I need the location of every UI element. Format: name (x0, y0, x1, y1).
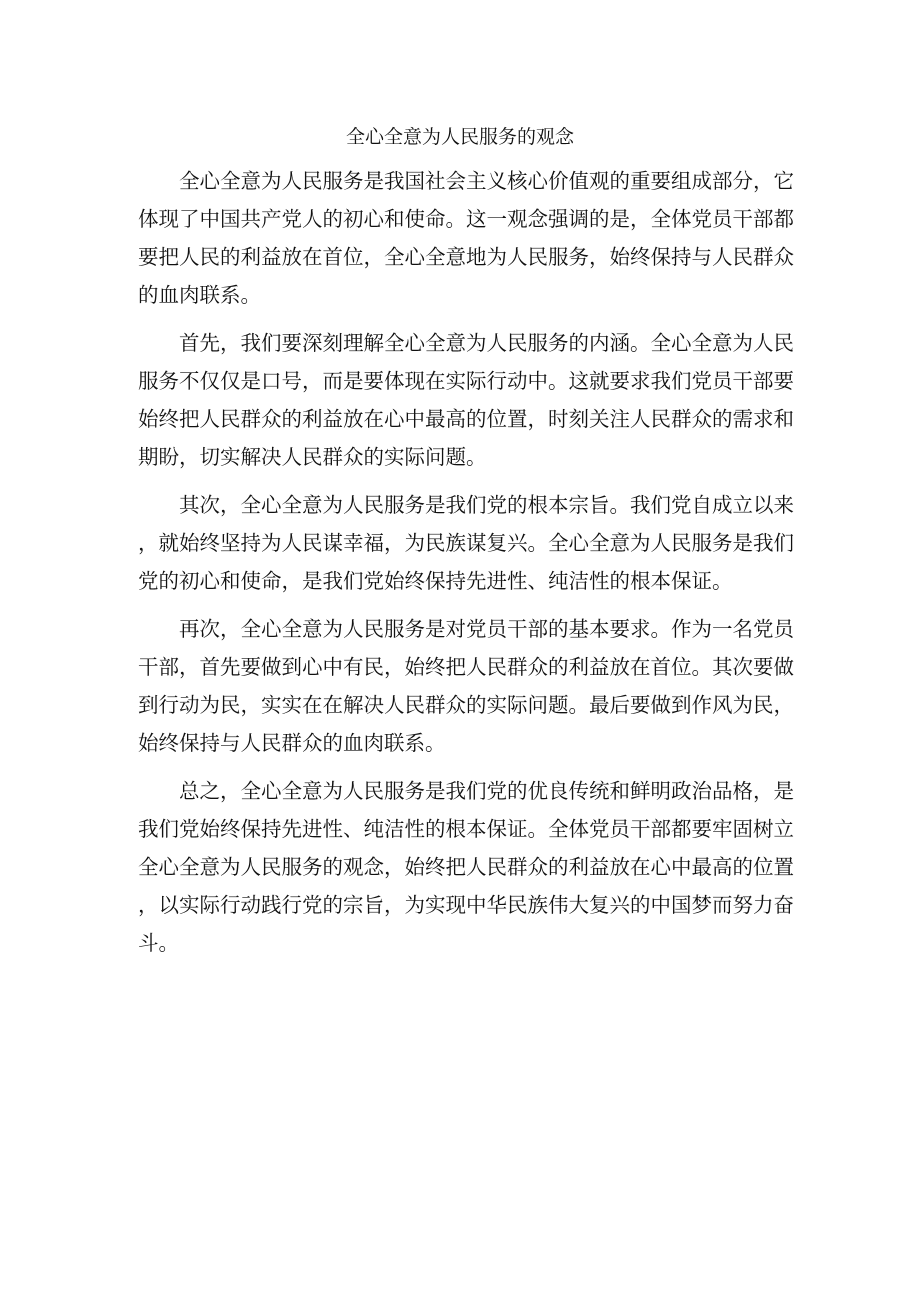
paragraph-second: 其次，全心全意为人民服务是我们党的根本宗旨。我们党自成立以来，就始终坚持为人民谋幸福，为民族谋复兴。全心全意为人民服务是我们党的初心和使命，是我们党始终保持先进性、纯洁性的根本保证。 (138, 493, 794, 593)
document-title: 全心全意为人民服务的观念 (345, 126, 574, 148)
paragraph-first: 首先，我们要深刻理解全心全意为人民服务的内涵。全心全意为人民服务不仅仅是口号，而是要体现在实际行动中。这就要求我们党员干部要始终把人民群众的利益放在心中最高的位置，时刻关注人民群众的需求和期盼，切实解决人民群众的实际问题。 (138, 331, 794, 469)
paragraph-intro: 全心全意为人民服务是我国社会主义核心价值观的重要组成部分，它体现了中国共产党人的初心和使命。这一观念强调的是，全体党员干部都要把人民的利益放在首位，全心全意地为人民服务，始终保持与人民群众的血肉联系。 (138, 169, 794, 307)
paragraph-third: 再次，全心全意为人民服务是对党员干部的基本要求。作为一名党员干部，首先要做到心中有民，始终把人民群众的利益放在首位。其次要做到行动为民，实实在在解决人民群众的实际问题。最后要做到作风为民，始终保持与人民群众的血肉联系。 (138, 617, 794, 755)
document-body (138, 162, 794, 972)
paragraph-conclusion: 总之，全心全意为人民服务是我们党的优良传统和鲜明政治品格，是我们党始终保持先进性、纯洁性的根本保证。全体党员干部都要牢固树立全心全意为人民服务的观念，始终把人民群众的利益放在心中最高的位置，以实际行动践行党的宗旨，为实现中华民族伟大复兴的中国梦而努力奋斗。 (138, 779, 794, 955)
